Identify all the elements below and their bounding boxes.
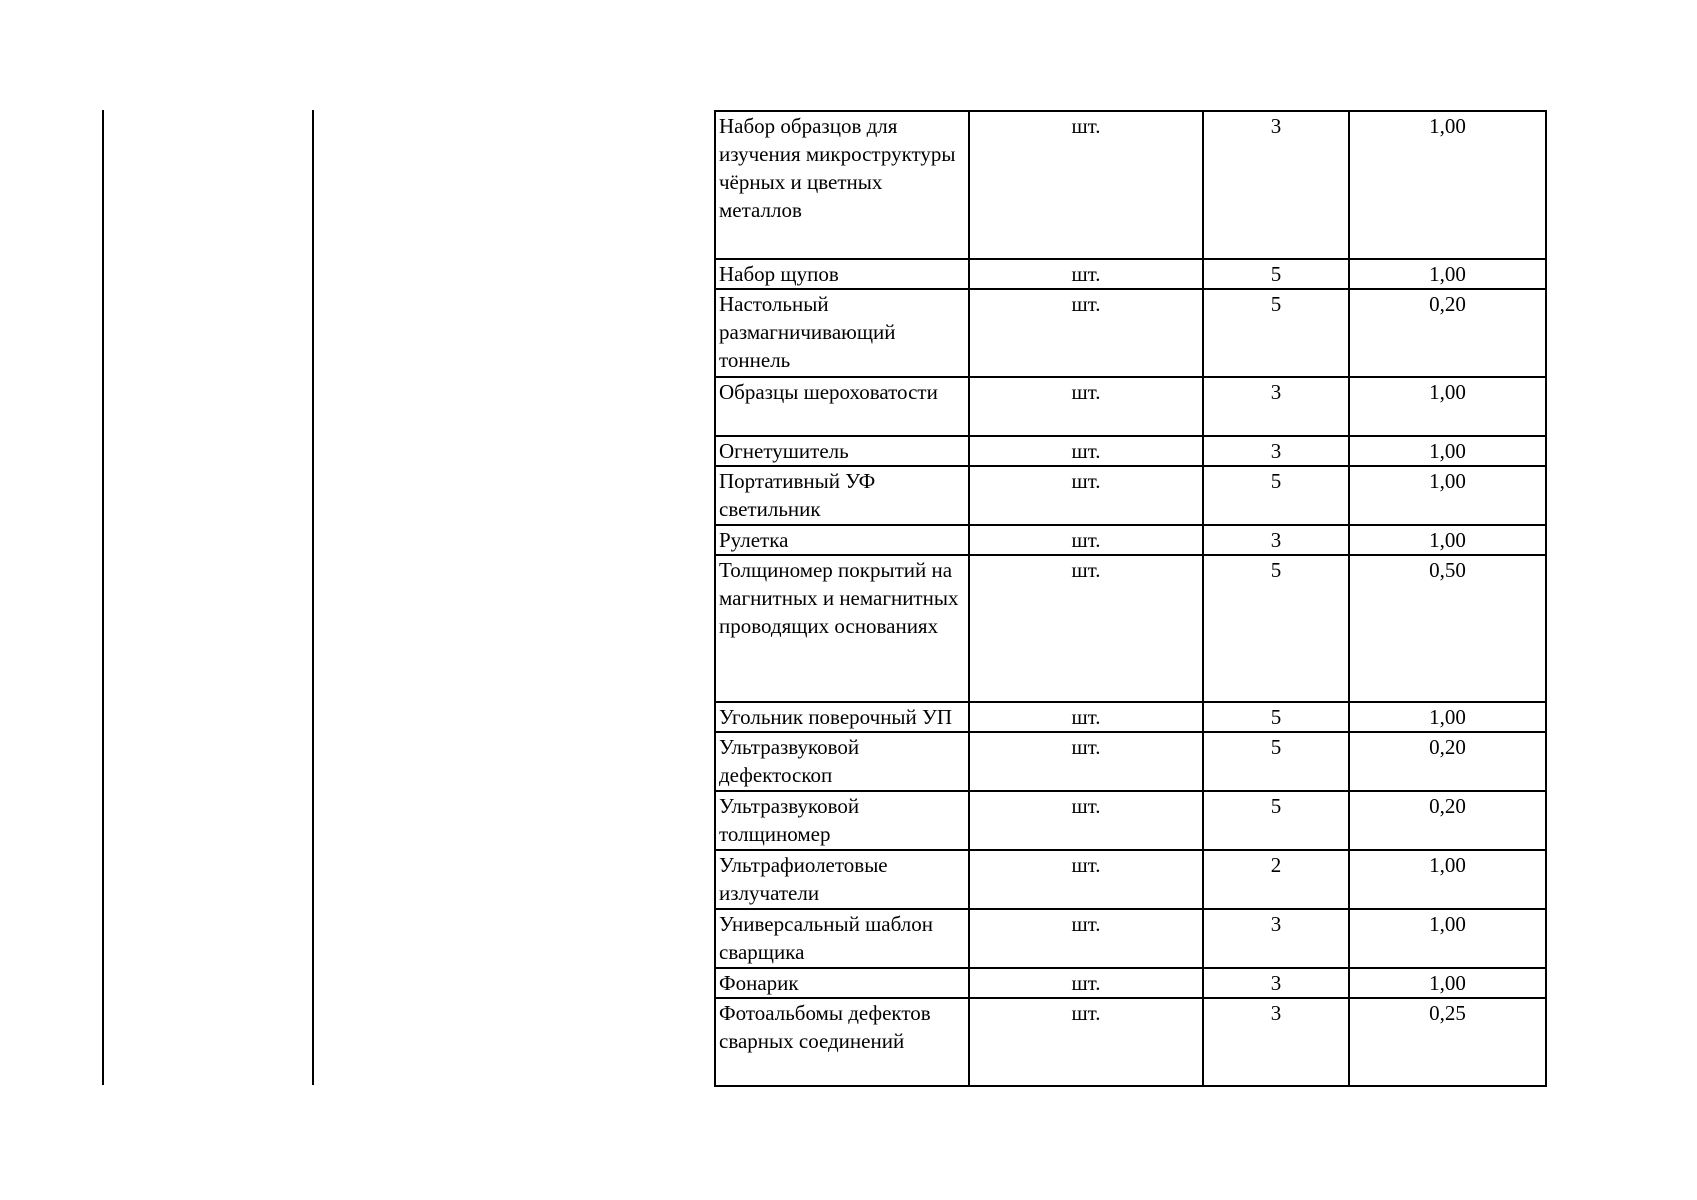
item-ratio: 0,20 (1349, 289, 1546, 377)
item-quantity: 3 (1203, 111, 1349, 259)
equipment-table (714, 110, 1547, 1087)
item-quantity: 3 (1203, 525, 1349, 555)
item-unit: шт. (969, 259, 1203, 289)
left-border-line (102, 110, 104, 1085)
item-unit: шт. (969, 289, 1203, 377)
table-row (715, 555, 1546, 702)
item-ratio: 1,00 (1349, 436, 1546, 466)
item-unit: шт. (969, 998, 1203, 1086)
item-unit: шт. (969, 466, 1203, 525)
table-row (715, 968, 1546, 998)
item-ratio: 1,00 (1349, 850, 1546, 909)
table-row (715, 702, 1546, 732)
item-ratio: 0,20 (1349, 732, 1546, 791)
item-quantity: 2 (1203, 850, 1349, 909)
item-name: Огнетушитель (715, 436, 969, 466)
item-quantity: 3 (1203, 436, 1349, 466)
item-unit: шт. (969, 909, 1203, 968)
item-unit: шт. (969, 702, 1203, 732)
item-ratio: 1,00 (1349, 259, 1546, 289)
table-row (715, 436, 1546, 466)
item-quantity: 5 (1203, 791, 1349, 850)
item-ratio: 1,00 (1349, 702, 1546, 732)
table-row (715, 377, 1546, 436)
table-row (715, 998, 1546, 1086)
item-unit: шт. (969, 377, 1203, 436)
item-unit: шт. (969, 732, 1203, 791)
item-name: Набор щупов (715, 259, 969, 289)
item-name: Угольник поверочный УП (715, 702, 969, 732)
item-ratio: 1,00 (1349, 111, 1546, 259)
item-unit: шт. (969, 525, 1203, 555)
item-ratio: 0,20 (1349, 791, 1546, 850)
item-name: Портативный УФ светильник (715, 466, 969, 525)
table-row (715, 111, 1546, 259)
item-unit: шт. (969, 555, 1203, 702)
item-quantity: 5 (1203, 259, 1349, 289)
item-ratio: 1,00 (1349, 525, 1546, 555)
table-row (715, 732, 1546, 791)
item-name: Фотоальбомы дефектов сварных соединений (715, 998, 969, 1086)
item-unit: шт. (969, 436, 1203, 466)
item-ratio: 1,00 (1349, 466, 1546, 525)
item-name: Ультразвуковой толщиномер (715, 791, 969, 850)
item-ratio: 1,00 (1349, 909, 1546, 968)
table-row (715, 466, 1546, 525)
table-row (715, 289, 1546, 377)
item-quantity: 3 (1203, 909, 1349, 968)
item-name: Ультрафиолетовые излучатели (715, 850, 969, 909)
table-row (715, 525, 1546, 555)
item-name: Рулетка (715, 525, 969, 555)
item-name: Ультразвуковой дефектоскоп (715, 732, 969, 791)
item-quantity: 3 (1203, 968, 1349, 998)
item-ratio: 0,50 (1349, 555, 1546, 702)
table-row (715, 259, 1546, 289)
item-unit: шт. (969, 968, 1203, 998)
item-quantity: 3 (1203, 377, 1349, 436)
table-row (715, 909, 1546, 968)
table-row (715, 850, 1546, 909)
item-quantity: 5 (1203, 466, 1349, 525)
item-ratio: 1,00 (1349, 377, 1546, 436)
item-quantity: 5 (1203, 732, 1349, 791)
item-name: Толщиномер покрытий на магнитных и немагнитных проводящих основаниях (715, 555, 969, 702)
item-name: Набор образцов для изучения микроструктуры чёрных и цветных металлов (715, 111, 969, 259)
item-unit: шт. (969, 850, 1203, 909)
item-quantity: 5 (1203, 289, 1349, 377)
column-divider-line (312, 110, 314, 1085)
item-unit: шт. (969, 791, 1203, 850)
item-quantity: 5 (1203, 702, 1349, 732)
item-ratio: 0,25 (1349, 998, 1546, 1086)
item-quantity: 5 (1203, 555, 1349, 702)
item-name: Фонарик (715, 968, 969, 998)
item-quantity: 3 (1203, 998, 1349, 1086)
item-unit: шт. (969, 111, 1203, 259)
item-name: Образцы шероховатости (715, 377, 969, 436)
item-name: Универсальный шаблон сварщика (715, 909, 969, 968)
table-row (715, 791, 1546, 850)
item-ratio: 1,00 (1349, 968, 1546, 998)
item-name: Настольный размагничивающий тоннель (715, 289, 969, 377)
